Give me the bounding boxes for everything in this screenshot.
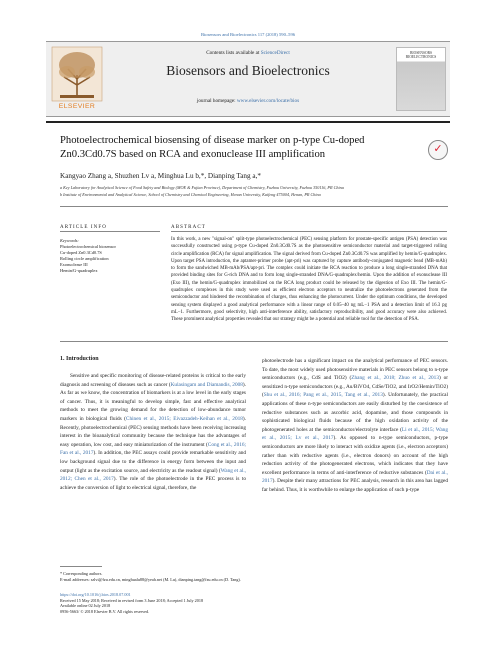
body-text: ). In addition, the PEC assays could provide remarkable sensitivity and low background signal due to the difference in energy form between the input and output (light as the excitation source, and electricity as the readout signal) (	[60, 450, 246, 474]
publication-dates: Received 15 May 2018; Received in revised form 3 June 2018; Accepted 1 July 2018	[60, 597, 204, 603]
footnote-rule	[60, 566, 102, 567]
citation-link[interactable]: Cong et al., 2016; Fan et al., 2017	[60, 441, 246, 457]
citation-link[interactable]: Li et al., 2015; Wang et al., 2015; Lv et al., 2017	[262, 426, 448, 442]
email-addresses[interactable]: E-mail addresses: szlvi@fzu.edu.cn, minghualu88@yeah.net (M. Lu), dianping.tang@fzu.edu.cn (D. Tang).	[60, 576, 241, 582]
journal-homepage-link[interactable]: www.elsevier.com/locate/bios	[236, 98, 300, 104]
introduction-heading: 1. Introduction	[60, 356, 99, 362]
body-text: ) or sensitized n-type semiconductors (e.g., Au/BiVO4, CdSe/TiO2, and IrO2/Hemin/TiO2) (	[262, 375, 448, 399]
title-line-1: Photoelectrochemical biosensing of disease marker on p-type Cu-doped	[60, 135, 365, 146]
contents-line	[104, 50, 392, 56]
homepage-prefix: journal homepage:	[196, 98, 236, 104]
abstract-heading: ABSTRACT	[171, 225, 206, 230]
keyword-item: Photoelectrochemical biosensor	[60, 244, 116, 249]
keyword-item: Exonuclease III	[60, 262, 88, 268]
citation-link[interactable]: Dai et al., 2017	[262, 469, 448, 485]
introduction-left-column	[60, 372, 246, 492]
cover-title: BIOSENSORS BIOELECTRONICS	[405, 51, 437, 60]
body-text: photoelectrode has a significant impact on the analytical performance of PEC sensors. To date, the most widely used photosensitive materials in PEC sensors belong to n-type semiconductors (e.g., CdS and TiO2) (	[262, 358, 448, 382]
publisher-logo-text: ELSEVIER	[58, 103, 96, 110]
body-text: ). The role of the photoelectrode in the PEC process is to achieve the conversion of light to electrical signal, therefore, the	[60, 476, 247, 491]
journal-name: Biosensors and Bioelectronics	[166, 63, 330, 78]
affiliation-a: a Key Laboratory for Analytical Science of Food Safety and Biology (MOE & Fujian Province), Department of Chemistry, Fuzhou University, Fuzhou 350116, PR China	[60, 185, 344, 190]
affiliation-rule	[60, 206, 448, 207]
publication-info	[60, 592, 448, 614]
title-line-2: Zn0.3Cd0.7S based on RCA and exonuclease III amplification	[60, 148, 326, 160]
article-info-rule	[60, 231, 160, 232]
keywords-list	[60, 244, 160, 274]
keyword-item: Rolling circle amplification	[60, 256, 109, 262]
introduction-right-column	[262, 357, 448, 495]
body-text: ). As opposed to n-type semiconductors, p-type semiconductors are more likely to interact with oxidize agents (i.e., electron acceptors) rather than with reductive agents (i.e., electron donors) on account of the high reduction activity of the photogenerated electrons, which indicates that they have excellent performance in terms of anti-interference of reductive substances (	[262, 435, 448, 476]
journal-cover-thumbnail	[396, 47, 446, 111]
citation-link[interactable]: Chinen et al., 2015; Eivazzadeh-Keihan et al., 2018	[125, 415, 243, 422]
available-online: Available online 02 July 2018	[60, 603, 111, 609]
header-rule	[46, 121, 450, 123]
abstract-end-rule	[60, 341, 448, 342]
abstract-rule	[171, 231, 447, 232]
article-info-heading: ARTICLE INFO	[60, 225, 107, 230]
homepage-line	[104, 98, 392, 104]
keyword-item: Cu-doped Zn0.3Cd0.7S	[60, 250, 102, 256]
article-title	[60, 134, 420, 161]
citation-link[interactable]: Zhang et al., 2018; Zhuo et al., 2013	[351, 375, 439, 382]
body-text: ). Unfortunately, the practical applications of these n-type semiconductors are easily disturbed by the coexistence of reductive substances such as ascorbic acid, dopamine, and those compounds in sophisticated biological fluids because of the high oxidation activity of the photogenerated holes at the semiconductor/electrolyte interface (	[262, 392, 448, 433]
corresponding-note: * Corresponding authors.	[60, 571, 103, 576]
abstract-text: In this work, a new "signal-on" split-type photoelectrochemical (PEC) sensing platform for prostate-specific antigen (PSA) detection was successfully constructed using p-type Cu-doped Zn0.3Cd0.7S as the photosensitive semiconductor material and target-triggered rolling circle amplification (RCA) for signal amplification. The signal derived from Cu-doped Zn0.3Cd0.7S was amplified by hemin/G-quadruplex. Upon target PSA introduction, the aptamer-primer probe (apt-pri) was captured by capture antibody-conjugated magnetic bead (MB-mAb) to form the sandwiched MB-mAb/PSA/apt-pri. The complex could initiate the RCA reaction to produce a long single-stranded DNA that provided binding sites for G-rich DNA and to form long single-stranded DNA/G-quadruplex/hemin. Upon the addition of exonuclease III (Exo III), the hemin/G-quadruplex immobilized on the RCA long product could be released by the digestion of Exo III. The hemin/G-quadruplex complexes in this study were used as efficient electron acceptors to neutralize the photoelectrons generated from the semiconductor and hindered the recombination of charges, thus enhancing the photocurrent. Under the optimum conditions, the developed sensing system displayed a good analytical performance with a linear range of 0.05–40 ng mL−1 PSA and a detection limit of 16.3 pg mL−1. Furthermore, good selectivity, high anti-interference ability, satisfactory reproducibility, and good accuracy were also achieved. These prominent analytical properties revealed that our strategy might be a potential and reliable tool for the detection of PSA.	[171, 237, 447, 323]
running-header: Biosensors and Bioelectronics 117 (2018) 590–596	[200, 32, 296, 37]
body-text: Sensitive and specific monitoring of disease-related proteins is critical to the early diagnosis and screening of diseases such as cancer (	[60, 373, 246, 388]
sciencedirect-link[interactable]: ScienceDirect	[260, 50, 290, 56]
affiliation-b: b Institute of Environmental and Analytical Science, School of Chemistry and Chemical Engineering, Henan University, Kaifeng 475004, Henan, PR China	[60, 192, 321, 197]
doi-link[interactable]: https://doi.org/10.1016/j.bios.2018.07.001	[60, 592, 131, 597]
body-text: ). Recently, photoelectrochemical (PEC) sensing methods have been receiving increasing interest in the bioanalytical community because the technique has the advantages of easy operation, low cost, and easy miniaturization of the instrument (	[60, 415, 246, 448]
citation-link[interactable]: Wang et al., 2012; Chen et al., 2017	[60, 467, 246, 483]
author-list: Kangyao Zhang a, Shuzhen Lv a, Minghua Lu b,*, Dianping Tang a,*	[60, 172, 261, 180]
citation-link[interactable]: Kulasingam and Diamandis, 2008	[170, 381, 243, 388]
check-updates-icon: ✓	[433, 142, 443, 155]
copyright-line: 0956-5663/ © 2018 Elsevier B.V. All rights reserved.	[60, 608, 150, 614]
citation-link[interactable]: Shu et al., 2016; Pang et al., 2015, Tang et al., 2013	[263, 392, 383, 399]
body-text: ). As far as we know, the concentration of biomarkers is at a low level in the early stages of cancer. Thus, it is meaningful to develop simple, fast and effective analytical methods to meet the growing demand for the detection of low-abundance tumor markers in biological fluids (	[60, 381, 246, 422]
elsevier-tree-logo	[50, 45, 104, 103]
body-text: ). Despite their many attractions for PEC analysis, research in this area has lagged far behind. Thus, it is worthwhile to enlarge the application of such p-type	[262, 478, 448, 493]
keywords-label: Keywords:	[60, 238, 79, 243]
footnotes	[60, 571, 448, 582]
keyword-item: Hemin/G-quadruplex	[60, 268, 98, 274]
contents-prefix: Contents lists available at	[206, 50, 260, 56]
check-for-updates-badge[interactable]	[428, 140, 448, 160]
